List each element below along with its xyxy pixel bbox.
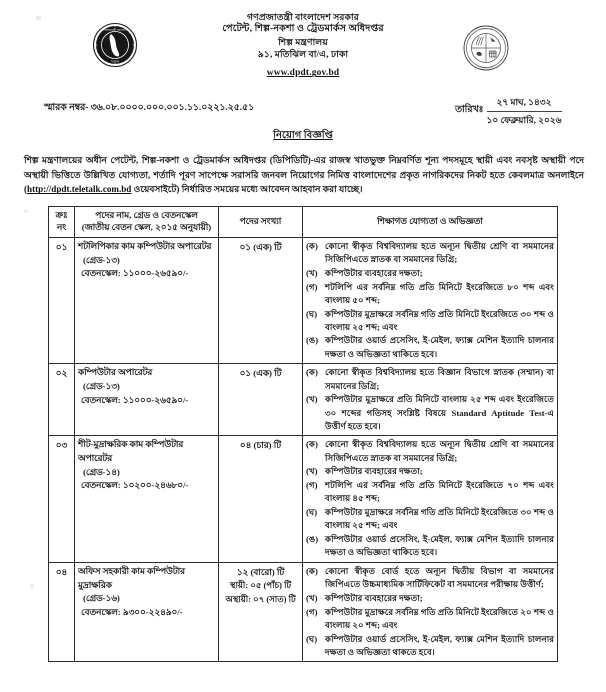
qualification-text: শটলিপি এর সর্বনিম্ন গতি প্রতি মিনিটে ইংরেজিতে ৮০ শব্দ এবং বাংলায় ৫০ শব্দ; xyxy=(325,281,554,305)
vacancy-total: ০১ (এক) টি xyxy=(239,368,282,379)
application-portal-link[interactable]: http://dpdt.teletalk.com.bd xyxy=(27,184,132,195)
scan-artifact xyxy=(30,584,34,588)
post-name: শটলিপিকার কাম কম্পিউটার অপারেটর xyxy=(78,240,212,251)
qualification-marker: (খ) xyxy=(306,394,318,405)
post-header-line2: (জাতীয় বেতন স্কেল, ২০১৫ অনুযায়ী) xyxy=(81,222,212,233)
table-row xyxy=(49,237,558,363)
row-post-details xyxy=(75,436,219,562)
date-label: তারিখঃ xyxy=(455,105,484,115)
scan-artifact xyxy=(24,210,28,213)
vacancy-total: ১২ (বারো) টি xyxy=(236,566,285,577)
intro-paragraph xyxy=(24,153,584,197)
svg-text:পেটেন্ট শিল্প-নকশা: পেটেন্ট শিল্প-নকশা xyxy=(479,28,493,31)
qualification-item xyxy=(306,633,554,659)
row-post-details xyxy=(75,562,219,662)
qualification-text: কম্পিউটার ব্যবহারের দক্ষতা; xyxy=(325,466,423,477)
address-line: ৯১, মতিঝিল বা/এ, ঢাকা xyxy=(257,49,349,60)
table-row xyxy=(49,562,558,662)
column-header-count: পদের সংখ্যা xyxy=(219,207,303,238)
svg-text:সরকার: সরকার xyxy=(110,59,120,64)
row-serial: ০৪ xyxy=(49,562,75,662)
post-pay-scale: বেতনস্কেল: ৯৩০০-২২৪৯০/- xyxy=(81,606,183,617)
vacancy-permanent: স্থায়ী: ০৫ (পাঁচ) টি xyxy=(229,580,292,590)
vacancy-total: ০৪ (চার) টি xyxy=(239,440,282,451)
row-qualifications xyxy=(303,364,558,436)
row-serial: ০৩ xyxy=(49,436,75,562)
qualification-text: কম্পিউটার ব্যবহারের দক্ষতা; xyxy=(325,267,423,278)
row-vacancy-count xyxy=(219,364,303,436)
table-row xyxy=(49,436,558,562)
column-header-sl xyxy=(49,207,75,238)
qualification-text: কম্পিউটার ওয়ার্ড প্রসেসিং, ই-মেইল, ফ্যাক্স মেশিন ইত্যাদি চালনার দক্ষতা ও অভিজ্ঞতা থাকিতে হবে। xyxy=(325,534,554,558)
sl-header-line1: ক্রঃ xyxy=(55,210,68,221)
qualification-marker: (ক) xyxy=(306,367,318,378)
qualification-marker: (খ) xyxy=(306,267,318,278)
post-name: কম্পিউটার অপারেটর xyxy=(78,367,153,378)
date-bangla: ২৭ মাঘ, ১৪৩২ xyxy=(487,94,562,112)
posts-table xyxy=(48,206,558,662)
qualification-item xyxy=(306,479,554,505)
dpdt-emblem-icon xyxy=(462,24,510,77)
qualification-text: শটলিপি এর সর্বনিম্ন গতি প্রতি মিনিটে ইংরেজিতে ৭০ শব্দ এবং বাংলায় ৪৫ শব্দ; xyxy=(325,480,554,504)
post-grade: (গ্রেড-১৩) xyxy=(83,254,120,265)
qualification-marker: (ক) xyxy=(306,240,318,251)
memo-number: স্মারক নম্বর- ৩৬.০৮.০০০০.০০০.০০১.১১.০২২১.২৫.৫১ xyxy=(44,103,255,113)
qualification-text: কম্পিউটার ওয়ার্ড প্রসেসিং, ই-মেইল, ফ্যাক্স মেশিন ইত্যাদি চালনার দক্ষতা ও অভিজ্ঞতা থাকিতে হবে। xyxy=(325,335,554,359)
website-link[interactable]: www.dpdt.gov.bd xyxy=(266,68,340,79)
memo-row xyxy=(0,98,606,132)
qualification-item xyxy=(306,438,554,464)
qualification-item xyxy=(306,334,554,360)
qualification-text: কম্পিউটার ওয়ার্ড প্রসেসিং, ই-মেইল, ফ্যাক্স মেশিন ইত্যাদি চালনার দক্ষতা ও অভিজ্ঞতা থাকতে হবে। xyxy=(325,633,554,657)
date-english: ১০ ফেব্রুয়ারি, ২০২৬ xyxy=(486,115,562,125)
qualification-marker: (ঘ) xyxy=(306,633,318,644)
row-qualifications xyxy=(303,237,558,363)
qualification-text: কম্পিউটার মুদ্রাক্ষরে সর্বনিম্ন গতি প্রতি মিনিটে ইংরেজিতে ৩০ শব্দ ও বাংলায় ২৫ শব্দ; এবং xyxy=(325,507,554,531)
posts-table-body xyxy=(49,237,558,662)
qualification-item xyxy=(306,366,554,392)
post-pay-scale: বেতনস্কেল: ১০২০০-২৪৬৮০/- xyxy=(81,480,189,491)
qualification-marker: (গ) xyxy=(306,606,318,617)
post-pay-scale: বেতনস্কেল: ১১০০০-২৬৫৯০/- xyxy=(81,268,189,279)
row-serial: ০১ xyxy=(49,237,75,363)
department-line: পেটেন্ট, শিল্প-নকশা ও ট্রেডমার্কস অধিদপ্তর xyxy=(222,23,384,35)
qualification-marker: (ঙ) xyxy=(306,534,319,544)
qualification-marker: (ক) xyxy=(306,439,318,450)
qualification-item xyxy=(306,506,554,532)
post-header-line1: পদের নাম, গ্রেড ও বেতনস্কেল xyxy=(95,210,198,221)
post-name: শীট-মুদ্রাক্ষরিক কাম কম্পিউটার অপারেটর xyxy=(78,439,184,464)
qualification-marker: (গ) xyxy=(306,480,318,491)
vacancy-temporary: অস্থায়ী: ০৭ (সাত) টি xyxy=(225,593,296,604)
qualification-text: কোনো স্বীকৃত বিশ্ববিদ্যালয় হতে অন্যূন দ্বিতীয় শ্রেণি বা সমমানের সিজিপিএতে স্নাতক বা সমমানের ডিগ্রি; xyxy=(325,439,554,463)
post-grade: (গ্রেড-১৬) xyxy=(83,593,120,604)
header-text-block xyxy=(0,0,606,82)
column-header-post xyxy=(75,207,219,238)
qualification-text: কম্পিউটার মুদ্রাক্ষরে সর্বনিম্ন গতি প্রতি মিনিটে ইংরেজিতে ৩০ শব্দ ও বাংলায় ২৫ শব্দ; এবং xyxy=(325,308,554,332)
row-post-details xyxy=(75,237,219,363)
row-vacancy-count xyxy=(219,237,303,363)
qualification-item xyxy=(306,465,554,478)
document-header xyxy=(0,0,606,92)
qualification-text: কোনো স্বীকৃত বিশ্ববিদ্যালয় হতে বিজ্ঞান বিভাগে স্নাতক (সম্মান) বা সমমানের ডিগ্রি; xyxy=(325,367,554,391)
qualification-item xyxy=(306,240,554,266)
qualification-text: কোনো স্বীকৃত বোর্ড হতে অন্যূন দ্বিতীয় বিভাগ বা সমমানের জিপিএতে উচ্চমাধ্যমিক সার্টিফিকেট বা সমমানের পরীক্ষায় উত্তীর্ণ; xyxy=(325,565,554,590)
page-title: নিয়োগ বিজ্ঞপ্তি xyxy=(273,130,333,141)
intro-part2: ওয়েবসাইটে) নির্ধারিত সময়ের মধ্যে আবেদন আহবান করা যাচ্ছে। xyxy=(131,184,363,195)
post-grade: (গ্রেড-১৪) xyxy=(83,466,120,477)
qualification-text: কম্পিউটার ব্যবহারের দক্ষতা; xyxy=(325,592,423,603)
post-grade: (গ্রেড-১৩) xyxy=(83,381,120,391)
qualification-item xyxy=(306,267,554,280)
row-vacancy-count xyxy=(219,436,303,562)
table-header-row xyxy=(49,207,558,238)
row-qualifications xyxy=(303,562,558,662)
ministry-line: শিল্প মন্ত্রণালয় xyxy=(278,36,328,47)
column-header-qualification: শিক্ষাগত যোগ্যতা ও অভিজ্ঞতা xyxy=(303,207,558,238)
row-vacancy-count xyxy=(219,562,303,662)
qualification-text: কোনো স্বীকৃত বিশ্ববিদ্যালয় হতে অন্যূন দ্বিতীয় শ্রেণি বা সমমানের সিজিপিএতে স্নাতক বা সমমানের ডিগ্রি; xyxy=(325,240,554,265)
qualification-item xyxy=(306,592,554,605)
date-values xyxy=(487,94,562,128)
vacancy-total: ০১ (এক) টি xyxy=(239,241,282,252)
qualification-marker: (ঘ) xyxy=(306,507,318,518)
qualification-marker: (ঙ) xyxy=(306,335,319,346)
post-name: অফিস সহকারী কাম কম্পিউটার মুদ্রাক্ষরিক xyxy=(78,565,185,590)
row-serial: ০২ xyxy=(49,364,75,436)
table-row xyxy=(49,364,558,436)
svg-text:গণপ্রজাতন্ত্রী বাংলাদেশ: গণপ্রজাতন্ত্রী বাংলাদেশ xyxy=(101,28,129,33)
qualification-item xyxy=(306,281,554,307)
date-block xyxy=(455,94,562,128)
qualification-item xyxy=(306,565,554,591)
qualification-item xyxy=(306,308,554,334)
row-post-details xyxy=(75,364,219,436)
qualification-text: কম্পিউটার মুদ্রাক্ষরে সর্বনিম্ন গতি প্রতি মিনিটে ইংরেজিতে ২০ শব্দ ও বাংলায় ২০ শব্দ; এবং xyxy=(325,606,554,630)
post-pay-scale: বেতনস্কেল: ১১০০০-২৬৫৯০/- xyxy=(81,394,189,405)
bangladesh-government-seal-icon xyxy=(92,22,138,73)
svg-text:ট্রেডমার্কস অধিদপ্তর: ট্রেডমার্কস অধিদপ্তর xyxy=(478,67,494,70)
intro-part1: শিল্প মন্ত্রণালয়ের অধীন পেটেন্ট, শিল্প-নকশা ও ট্রেডমার্কস অধিদপ্তর (ডিপিডিটি)-এর রাজস্ব খাতভুক্ত নিম্নবর্ণিত শূন্য পদসমূহে স্থায়ী এবং নবসৃষ্ট অস্থায়ী পদে অস্থায়ী ভিত্তিতে উল্লিখিত যোগ্যতা, শর্তাদি পূরণ সাপেক্ষে সরাসরি জনবল নিয়োগের নিমিত্ত বাংলাদেশের প্রকৃত নাগরিকদের নিকট হতে কেবলমাত্র অনলাইনে ( xyxy=(24,155,584,195)
qualification-marker: (ক) xyxy=(306,565,318,576)
qualification-text: কম্পিউটার মুদ্রাক্ষরে প্রতি মিনিটে বাংলায় ২৫ শব্দ এবং ইংরেজিতে ৩০ শব্দের গতিসহ সংশ্লিষ্ট বিষয়ে Standard Aptitude Test-এ উত্তীর্ণ হতে হবে। xyxy=(325,394,554,431)
qualification-marker: (ঘ) xyxy=(306,308,318,319)
qualification-item xyxy=(306,533,554,559)
sl-header-line2: নং xyxy=(56,222,67,233)
qualification-marker: (গ) xyxy=(306,281,318,292)
row-qualifications xyxy=(303,436,558,562)
qualification-item xyxy=(306,393,554,433)
government-line: গণপ্রজাতন্ত্রী বাংলাদেশ সরকার xyxy=(247,12,359,22)
qualification-marker: (খ) xyxy=(306,592,318,603)
qualification-marker: (খ) xyxy=(306,466,318,477)
qualification-item xyxy=(306,606,554,632)
